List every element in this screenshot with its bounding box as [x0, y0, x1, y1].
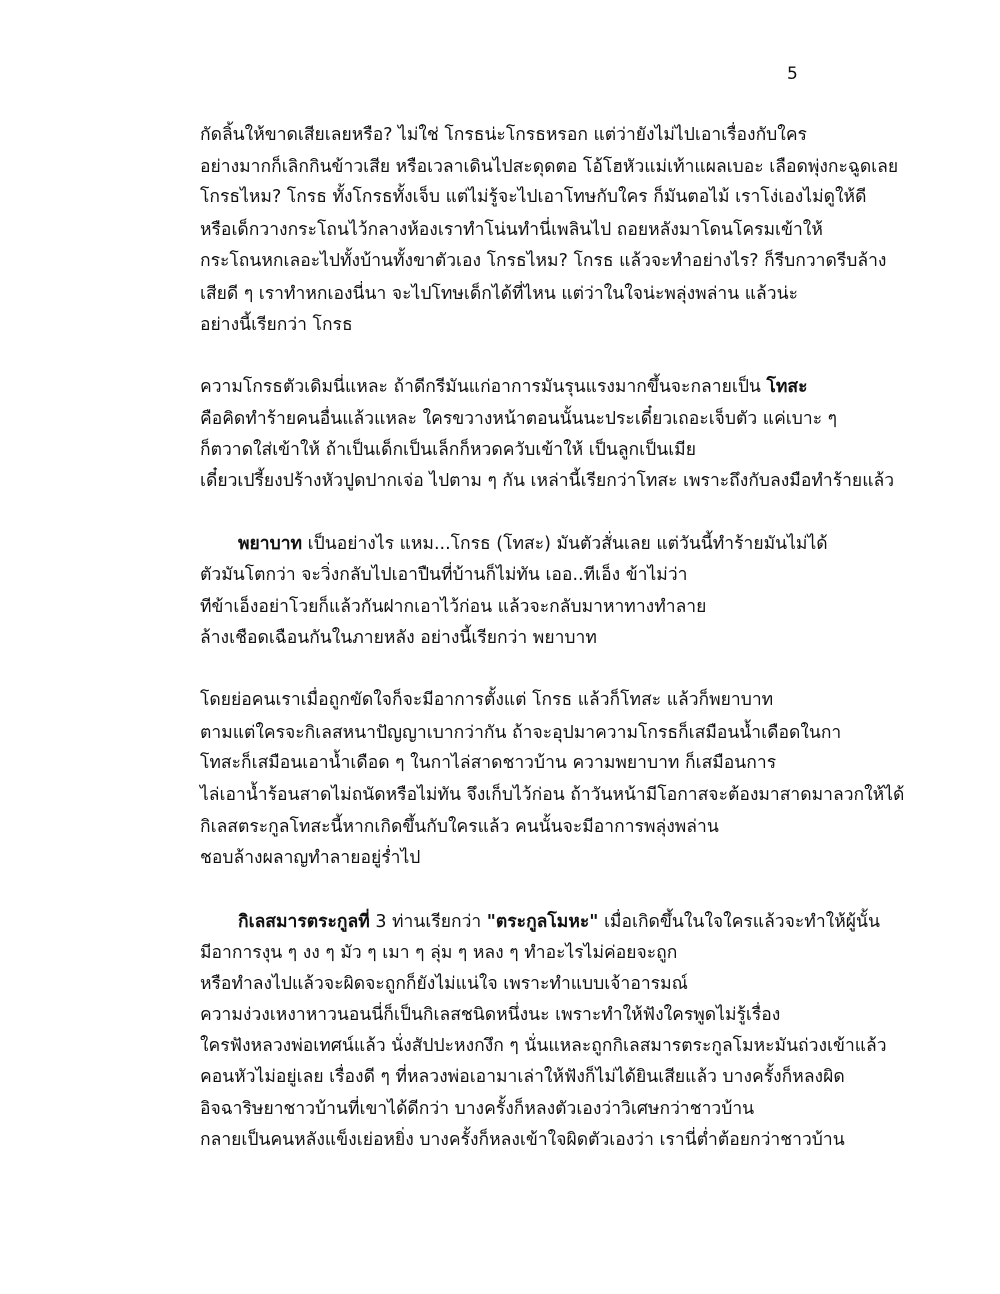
- text-segment: ก็ตวาดใส่เข้าให้ ถ้าเป็นเด็กเป็นเล็กก็หวดควับเข้าให้ เป็นลูกเป็นเมีย: [200, 440, 696, 460]
- text-segment: มีอาการงุน ๆ งง ๆ มัว ๆ เมา ๆ ลุ่ม ๆ หลง ๆ ทำอะไรไม่ค่อยจะถูก: [200, 943, 678, 963]
- text-line: [200, 563, 688, 587]
- text-segment: ใครฟังหลวงพ่อเทศน์แล้ว นั่งสัปปะหงกงึก ๆ นั่นแหละถูกกิเลสมารตระกูลโมหะมันถ่วงเข้าแล้ว: [200, 1036, 887, 1056]
- text-segment: ตามแต่ใครจะกิเลสหนาปัญญาเบากว่ากัน ถ้าจะอุปมาความโกรธก็เสมือนน้ำเดือดในกา: [200, 723, 842, 743]
- text-segment: คือคิดทำร้ายคนอื่นแล้วแหละ ใครขวางหน้าตอนนั้นนะประเดี๋ยวเถอะเจ็บตัว แค่เบาะ ๆ: [200, 409, 838, 429]
- text-line: [200, 1034, 887, 1058]
- text-line: [200, 218, 823, 242]
- text-segment: อย่างมากก็เลิกกินข้าวเสีย หรือเวลาเดินไปสะดุดตอ โอ้โฮหัวแม่เท้าแผลเบอะ เลือดพุ่งกะฉูดเลย: [200, 157, 899, 177]
- text-line: [200, 815, 719, 839]
- text-segment: "ตระกูลโมหะ": [486, 912, 599, 932]
- text-segment: กิเลสมารตระกูลที่: [238, 912, 370, 932]
- text-line: [200, 1065, 845, 1089]
- text-segment: 3 ท่านเรียกว่า: [369, 912, 487, 932]
- text-line: [200, 1003, 780, 1027]
- text-line: [200, 1128, 845, 1152]
- text-segment: เมื่อเกิดขึ้นในใจใครแล้วจะทำให้ผู้นั้น: [598, 912, 880, 932]
- page-number: 5: [787, 64, 798, 84]
- text-segment: พยาบาท: [238, 534, 303, 554]
- text-segment: โทสะ: [766, 377, 808, 397]
- text-line: [200, 375, 807, 399]
- text-line: [200, 313, 353, 337]
- text-line: [200, 282, 798, 306]
- text-segment: คอนหัวไม่อยู่เลย เรื่องดี ๆ ที่หลวงพ่อเอามาเล่าให้ฟังก็ไม่ได้ยินเสียแล้ว บางครั้งก็หลงผิด: [200, 1067, 845, 1087]
- text-line: [200, 469, 894, 493]
- text-line: [200, 721, 841, 745]
- text-segment: หรือเด็กวางกระโถนไว้กลางห้องเราทำโน่นทำนี่เพลินไป ถอยหลังมาโดนโครมเข้าให้: [200, 220, 823, 240]
- text-line: [200, 846, 420, 870]
- text-segment: หรือทำลงไปแล้วจะผิดจะถูกก็ยังไม่แน่ใจ เพราะทำแบบเจ้าอารมณ์: [200, 974, 688, 994]
- text-line: [200, 751, 776, 775]
- text-segment: ทีข้าเอ็งอย่าโวยก็แล้วกันฝากเอาไว้ก่อน แล้วจะกลับมาหาทางทำลาย: [200, 597, 707, 617]
- text-line: [200, 407, 837, 431]
- text-segment: อิจฉาริษยาชาวบ้านที่เขาได้ดีกว่า บางครั้งก็หลงตัวเองว่าวิเศษกว่าชาวบ้าน: [200, 1099, 755, 1119]
- text-segment: โดยย่อคนเราเมื่อถูกขัดใจก็จะมีอาการตั้งแต่ โกรธ แล้วก็โทสะ แล้วก็พยาบาท: [200, 690, 774, 710]
- text-line: [200, 249, 886, 273]
- text-line: [200, 595, 706, 619]
- text-segment: ความง่วงเหงาหาวนอนนี่ก็เป็นกิเลสชนิดหนึ่งนะ เพราะทำให้ฟังใครพูดไม่รู้เรื่อง: [200, 1005, 781, 1025]
- text-line: [200, 185, 866, 209]
- text-line: [200, 972, 688, 996]
- text-segment: เดี๋ยวเปรี้ยงปร้างหัวปูดปากเจ่อ ไปตาม ๆ กัน เหล่านี้เรียกว่าโทสะ เพราะถึงกับลงมือทำร้ายแล้ว: [200, 471, 895, 491]
- text-line: [200, 941, 677, 965]
- text-segment: โกรธไหม? โกรธ ทั้งโกรธทั้งเจ็บ แต่ไม่รู้จะไปเอาโทษกับใคร ก็มันตอไม้ เราโง่เองไม่ดูให้ดี: [200, 187, 867, 207]
- text-segment: กระโถนหกเลอะไปทั้งบ้านทั้งขาตัวเอง โกรธไหม? โกรธ แล้วจะทำอย่างไร? ก็รีบกวาดรีบล้าง: [200, 251, 887, 271]
- text-segment: ชอบล้างผลาญทำลายอยู่ร่ำไป: [200, 848, 421, 868]
- text-line: [200, 688, 773, 712]
- text-segment: เสียดี ๆ เราทำหกเองนี่นา จะไปโทษเด็กได้ที่ไหน แต่ว่าในใจน่ะพลุ่งพล่าน แล้วน่ะ: [200, 284, 798, 304]
- text-segment: ล้างเชือดเฉือนกันในภายหลัง อย่างนี้เรียกว่า พยาบาท: [200, 628, 597, 648]
- text-segment: กัดลิ้นให้ขาดเสียเลยหรือ? ไม่ใช่ โกรธน่ะโกรธหรอก แต่ว่ายังไม่ไปเอาเรื่องกับใคร: [200, 125, 807, 145]
- text-line: [200, 783, 904, 807]
- text-segment: กิเลสตระกูลโทสะนี้หากเกิดขึ้นกับใครแล้ว คนนั้นจะมีอาการพลุ่งพล่าน: [200, 817, 719, 837]
- text-segment: โทสะก็เสมือนเอาน้ำเดือด ๆ ในกาไล่สาดชาวบ้าน ความพยาบาท ก็เสมือนการ: [200, 753, 777, 773]
- text-segment: กลายเป็นคนหลังแข็งเย่อหยิ่ง บางครั้งก็หลงเข้าใจผิดตัวเองว่า เรานี่ต่ำต้อยกว่าชาวบ้าน: [200, 1130, 845, 1150]
- text-line: [238, 910, 880, 934]
- text-segment: ไล่เอาน้ำร้อนสาดไม่ถนัดหรือไม่ทัน จึงเก็บไว้ก่อน ถ้าวันหน้ามีโอกาสจะต้องมาสาดมาลวกให้ได้: [200, 785, 905, 805]
- text-line: [200, 1097, 754, 1121]
- text-segment: เป็นอย่างไร แหม...โกรธ (โทสะ) มันตัวสั่นเลย แต่วันนี้ทำร้ายมันไม่ได้: [302, 534, 828, 554]
- text-line: [200, 123, 807, 147]
- text-segment: อย่างนี้เรียกว่า โกรธ: [200, 315, 353, 335]
- text-line: [200, 626, 597, 650]
- text-line: [200, 155, 898, 179]
- text-line: [238, 532, 828, 556]
- text-segment: ตัวมันโตกว่า จะวิ่งกลับไปเอาปืนที่บ้านก็ไม่ทัน เออ..ทีเอ็ง ข้าไม่ว่า: [200, 565, 688, 585]
- text-line: [200, 438, 696, 462]
- text-segment: ความโกรธตัวเดิมนี่แหละ ถ้าดีกรีมันแก่อาการมันรุนแรงมากขึ้นจะกลายเป็น: [200, 377, 767, 397]
